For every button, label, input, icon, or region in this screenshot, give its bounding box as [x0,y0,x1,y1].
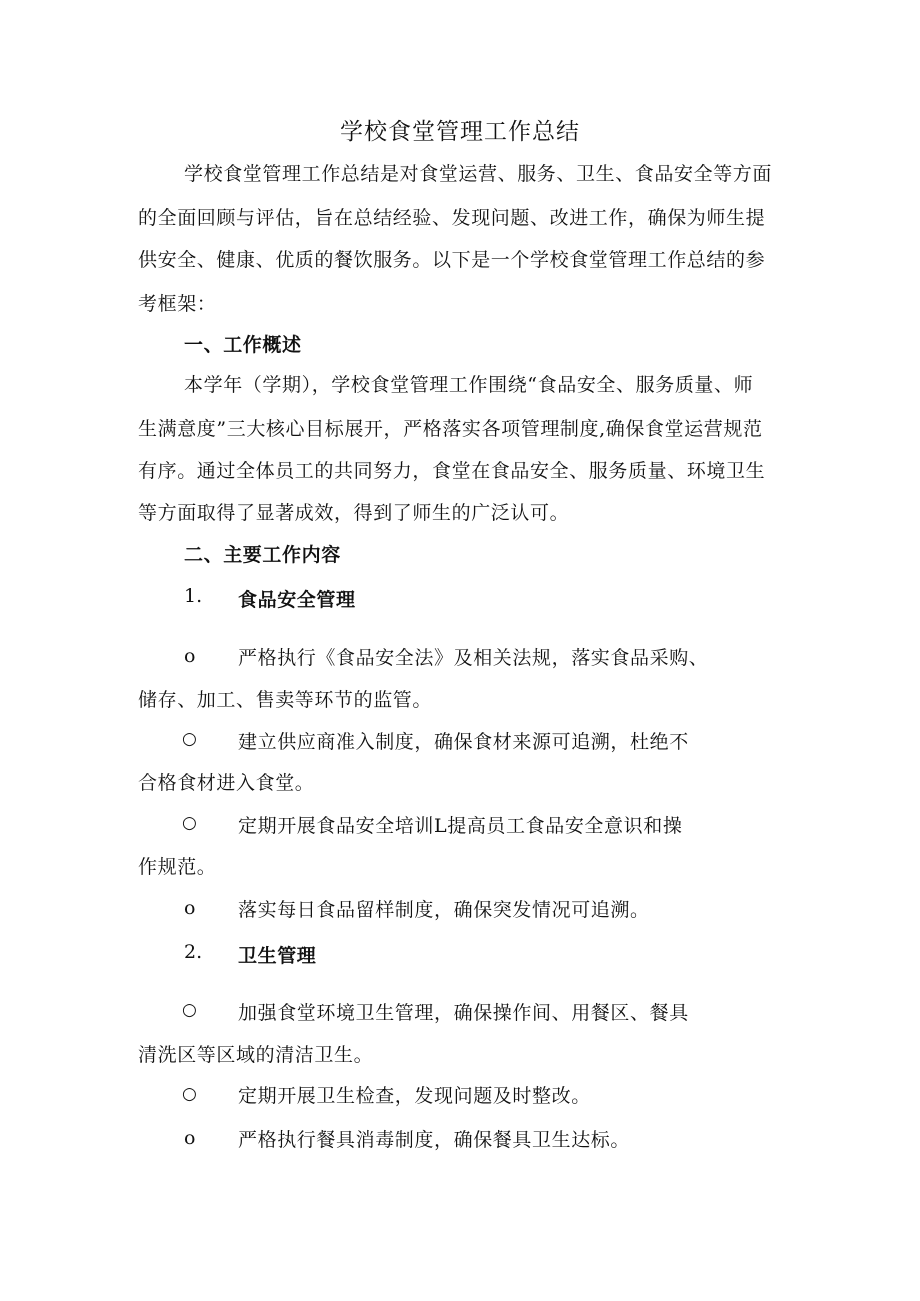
food-safety-item: 落实每日食品留样制度，确保突发情况可追溯。 [238,899,650,921]
section-heading-overview: 一、工作概述 [184,334,302,356]
subsection-number: 2. [184,941,203,963]
intro-line: 考框架： [138,293,217,315]
overview-line: 有序。通过全体员工的共同努力，食堂在食品安全、服务质量、环境卫生 [138,460,766,482]
intro-line: 学校食堂管理工作总结是对食堂运营、服务、卫生、食品安全等方面 [184,163,773,185]
food-safety-item: 严格执行《食品安全法》及相关法规，落实食品采购、 [238,647,709,669]
food-safety-item-cont: 作规范。 [138,856,217,878]
hygiene-item: 加强食堂环境卫生管理，确保操作间、用餐区、餐具 [238,1002,689,1024]
food-safety-item-cont: 储存、加工、售卖等环节的监管。 [138,689,433,711]
subsection-title-hygiene: 卫生管理 [238,945,317,967]
bullet-marker: o [184,645,196,667]
overview-line: 等方面取得了显著成效，得到了师生的广泛认可。 [138,502,570,524]
overview-line: 生满意度”三大核心目标展开，严格落实各项管理制度,确保食堂运营规范 [138,418,763,440]
intro-line: 的全面回顾与评估，旨在总结经验、发现问题、改进工作，确保为师生提 [138,207,766,229]
subsection-title-food-safety: 食品安全管理 [238,589,356,611]
section-heading-main-work: 二、主要工作内容 [184,544,341,566]
intro-line: 供安全、健康、优质的餐饮服务。以下是一个学校食堂管理工作总结的参 [138,249,766,271]
food-safety-item-cont: 合格食材进入食堂。 [138,772,315,794]
bullet-marker: ○ [182,1084,197,1104]
food-safety-item: 建立供应商准入制度，确保食材来源可追溯，杜绝不 [238,731,689,753]
hygiene-item: 定期开展卫生检查，发现问题及时整改。 [238,1085,591,1107]
hygiene-item-cont: 清洗区等区域的清洁卫生。 [138,1044,374,1066]
bullet-marker: o [184,897,196,919]
bullet-marker: ○ [182,729,197,749]
document-title: 学校食堂管理工作总结 [340,119,580,145]
overview-line: 本学年（学期），学校食堂管理工作围绕“食品安全、服务质量、师 [184,374,754,396]
hygiene-item: 严格执行餐具消毒制度，确保餐具卫生达标。 [238,1129,631,1151]
bullet-marker: o [184,1127,196,1149]
bullet-marker: ○ [182,1000,197,1020]
subsection-number: 1. [184,585,203,607]
bullet-marker: ○ [182,813,197,833]
food-safety-item: 定期开展食品安全培训L提高员工食品安全意识和操 [238,815,683,837]
